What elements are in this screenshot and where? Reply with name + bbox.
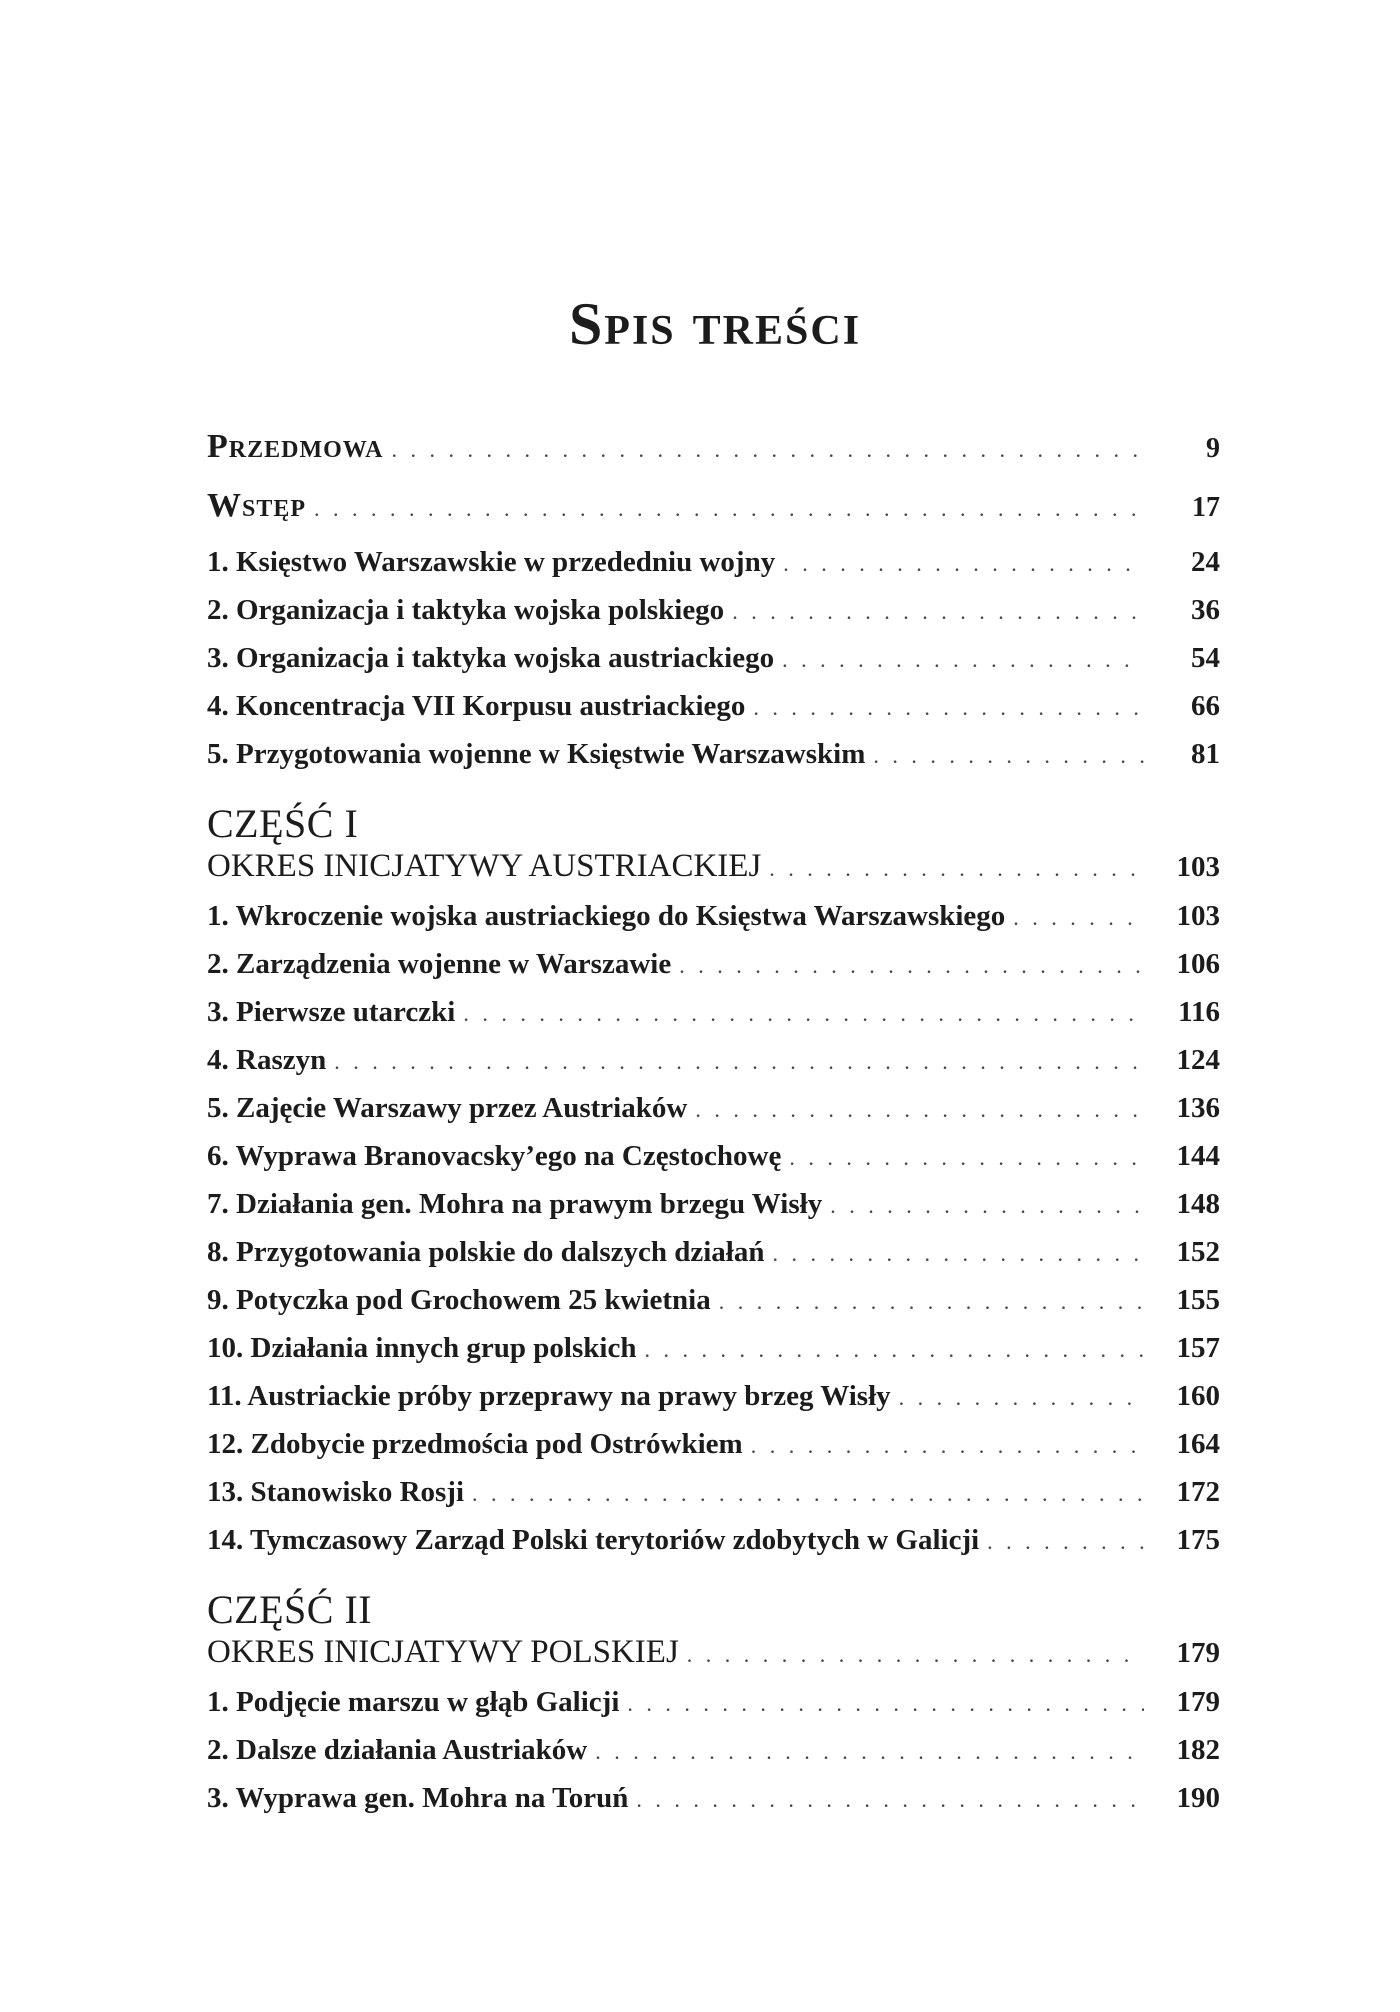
toc-entry-page: 17 — [1192, 492, 1220, 523]
dot-leader — [899, 1385, 1144, 1411]
toc-entry-label: 4. Raszyn — [207, 1044, 327, 1076]
toc-entry-page: 81 — [1191, 738, 1220, 770]
toc-entry-page: 155 — [1176, 1284, 1220, 1316]
toc-entry-page: 172 — [1176, 1476, 1220, 1508]
toc-entry-przedmowa[interactable] — [207, 428, 1220, 487]
toc-entry[interactable] — [207, 642, 1220, 690]
toc-entry-page: 24 — [1191, 546, 1220, 578]
toc-entry-page: 175 — [1176, 1524, 1220, 1556]
toc-entry[interactable] — [207, 690, 1220, 738]
dot-leader — [595, 1739, 1144, 1765]
toc-entry[interactable] — [207, 1782, 1220, 1830]
dot-leader — [679, 953, 1144, 979]
toc-entry[interactable] — [207, 1188, 1220, 1236]
toc-entry-label: 3. Pierwsze utarczki — [207, 996, 456, 1028]
toc-entry-page: 148 — [1176, 1188, 1220, 1220]
part-1-block — [207, 800, 1220, 1572]
table-of-contents — [207, 428, 1220, 1830]
dot-leader — [1013, 905, 1144, 931]
dot-leader — [830, 1193, 1144, 1219]
toc-entry-page: 179 — [1176, 1686, 1220, 1718]
toc-entry[interactable] — [207, 1332, 1220, 1380]
toc-entry-label: 9. Potyczka pod Grochowem 25 kwietnia — [207, 1284, 711, 1316]
dot-leader — [627, 1691, 1144, 1717]
dot-leader — [472, 1481, 1144, 1507]
toc-entry[interactable] — [207, 996, 1220, 1044]
page-title: Spis treści — [568, 291, 862, 357]
toc-entry-page: 157 — [1176, 1332, 1220, 1364]
toc-entry-label: 8. Przygotowania polskie do dalszych działań — [207, 1236, 765, 1268]
toc-entry-page: 66 — [1191, 690, 1220, 722]
toc-entry[interactable] — [207, 546, 1220, 594]
toc-entry-page: 9 — [1206, 433, 1220, 464]
dot-leader — [636, 1787, 1144, 1813]
toc-entry-page: 152 — [1176, 1236, 1220, 1268]
toc-entry[interactable] — [207, 594, 1220, 642]
toc-entry-page: 144 — [1176, 1140, 1220, 1172]
toc-entry-label: 1. Podjęcie marszu w głąb Galicji — [207, 1686, 620, 1718]
dot-leader — [769, 856, 1144, 882]
toc-entry-label: 3. Organizacja i taktyka wojska austriackiego — [207, 642, 775, 674]
toc-entry-label: 13. Stanowisko Rosji — [207, 1476, 465, 1508]
toc-entry[interactable] — [207, 1284, 1220, 1332]
dot-leader — [463, 1001, 1144, 1027]
toc-entry[interactable] — [207, 1734, 1220, 1782]
dot-leader — [334, 1049, 1144, 1075]
dot-leader — [773, 1241, 1145, 1267]
toc-entry[interactable] — [207, 948, 1220, 996]
toc-entry-label: 10. Działania innych grup polskich — [207, 1332, 637, 1364]
toc-entry-label: 5. Zajęcie Warszawy przez Austriaków — [207, 1092, 688, 1124]
dot-leader — [873, 743, 1144, 769]
part-label: CZĘŚĆ I — [207, 801, 359, 846]
toc-entry[interactable] — [207, 1092, 1220, 1140]
dot-leader — [987, 1529, 1144, 1555]
dot-leader — [789, 1145, 1144, 1171]
toc-entry-page: 164 — [1176, 1428, 1220, 1460]
toc-entry-label: 11. Austriackie próby przeprawy na prawy brzeg Wisły — [207, 1380, 891, 1412]
toc-entry-page: 106 — [1176, 948, 1220, 980]
toc-entry-label: OKRES INICJATYWY POLSKIEJ — [207, 1634, 679, 1670]
toc-entry-label: 2. Zarządzenia wojenne w Warszawie — [207, 948, 672, 980]
toc-entry-page: 116 — [1178, 996, 1220, 1028]
dot-leader — [732, 599, 1144, 625]
toc-entry-part-title[interactable] — [207, 1634, 1220, 1686]
toc-entry-label: 5. Przygotowania wojenne w Księstwie Warszawskim — [207, 738, 866, 770]
toc-entry-label: Wstęp — [207, 487, 307, 524]
part-2-block — [207, 1586, 1220, 1830]
dot-leader — [314, 496, 1144, 522]
toc-entry-label: 3. Wyprawa gen. Mohra na Toruń — [207, 1782, 629, 1814]
toc-entry-label: 1. Księstwo Warszawskie w przededniu wojny — [207, 546, 776, 578]
toc-entry[interactable] — [207, 1140, 1220, 1188]
dot-leader — [644, 1337, 1144, 1363]
toc-entry-wstep[interactable] — [207, 487, 1220, 546]
toc-entry-label: Przedmowa — [207, 428, 384, 465]
toc-entry-label: OKRES INICJATYWY AUSTRIACKIEJ — [207, 848, 762, 884]
toc-entry-page: 182 — [1176, 1734, 1220, 1766]
toc-entry[interactable] — [207, 900, 1220, 948]
toc-entry[interactable] — [207, 1686, 1220, 1734]
dot-leader — [391, 437, 1144, 463]
toc-entry-part-title[interactable] — [207, 848, 1220, 900]
toc-entry-label: 4. Koncentracja VII Korpusu austriackiego — [207, 690, 746, 722]
toc-entry-page: 190 — [1176, 1782, 1220, 1814]
toc-entry-page: 103 — [1176, 851, 1220, 883]
dot-leader — [687, 1642, 1144, 1668]
toc-entry[interactable] — [207, 1236, 1220, 1284]
dot-leader — [783, 551, 1144, 577]
part-label: CZĘŚĆ II — [207, 1587, 373, 1632]
toc-entry-label: 1. Wkroczenie wojska austriackiego do Księstwa Warszawskiego — [207, 900, 1006, 932]
toc-entry-page: 36 — [1191, 594, 1220, 626]
toc-entry-page: 136 — [1176, 1092, 1220, 1124]
dot-leader — [782, 647, 1144, 673]
dot-leader — [753, 695, 1144, 721]
toc-entry[interactable] — [207, 1044, 1220, 1092]
toc-entry-page: 54 — [1191, 642, 1220, 674]
toc-entry-label: 2. Organizacja i taktyka wojska polskiego — [207, 594, 725, 626]
toc-entry-label: 12. Zdobycie przedmościa pod Ostrówkiem — [207, 1428, 743, 1460]
toc-entry-page: 124 — [1176, 1044, 1220, 1076]
toc-entry[interactable] — [207, 1476, 1220, 1524]
toc-entry-label: 2. Dalsze działania Austriaków — [207, 1734, 588, 1766]
dot-leader — [751, 1433, 1144, 1459]
toc-entry[interactable] — [207, 1428, 1220, 1476]
toc-entry-page: 179 — [1176, 1637, 1220, 1669]
toc-entry-page: 103 — [1176, 900, 1220, 932]
toc-entry[interactable] — [207, 1380, 1220, 1428]
toc-entry[interactable] — [207, 738, 1220, 786]
toc-entry[interactable] — [207, 1524, 1220, 1572]
dot-leader — [719, 1289, 1144, 1315]
toc-entry-label: 7. Działania gen. Mohra na prawym brzegu Wisły — [207, 1188, 823, 1220]
dot-leader — [695, 1097, 1144, 1123]
toc-entry-label: 6. Wyprawa Branovacsky’ego na Częstochowę — [207, 1140, 782, 1172]
toc-entry-page: 160 — [1176, 1380, 1220, 1412]
toc-entry-label: 14. Tymczasowy Zarząd Polski terytoriów zdobytych w Galicji — [207, 1524, 980, 1556]
